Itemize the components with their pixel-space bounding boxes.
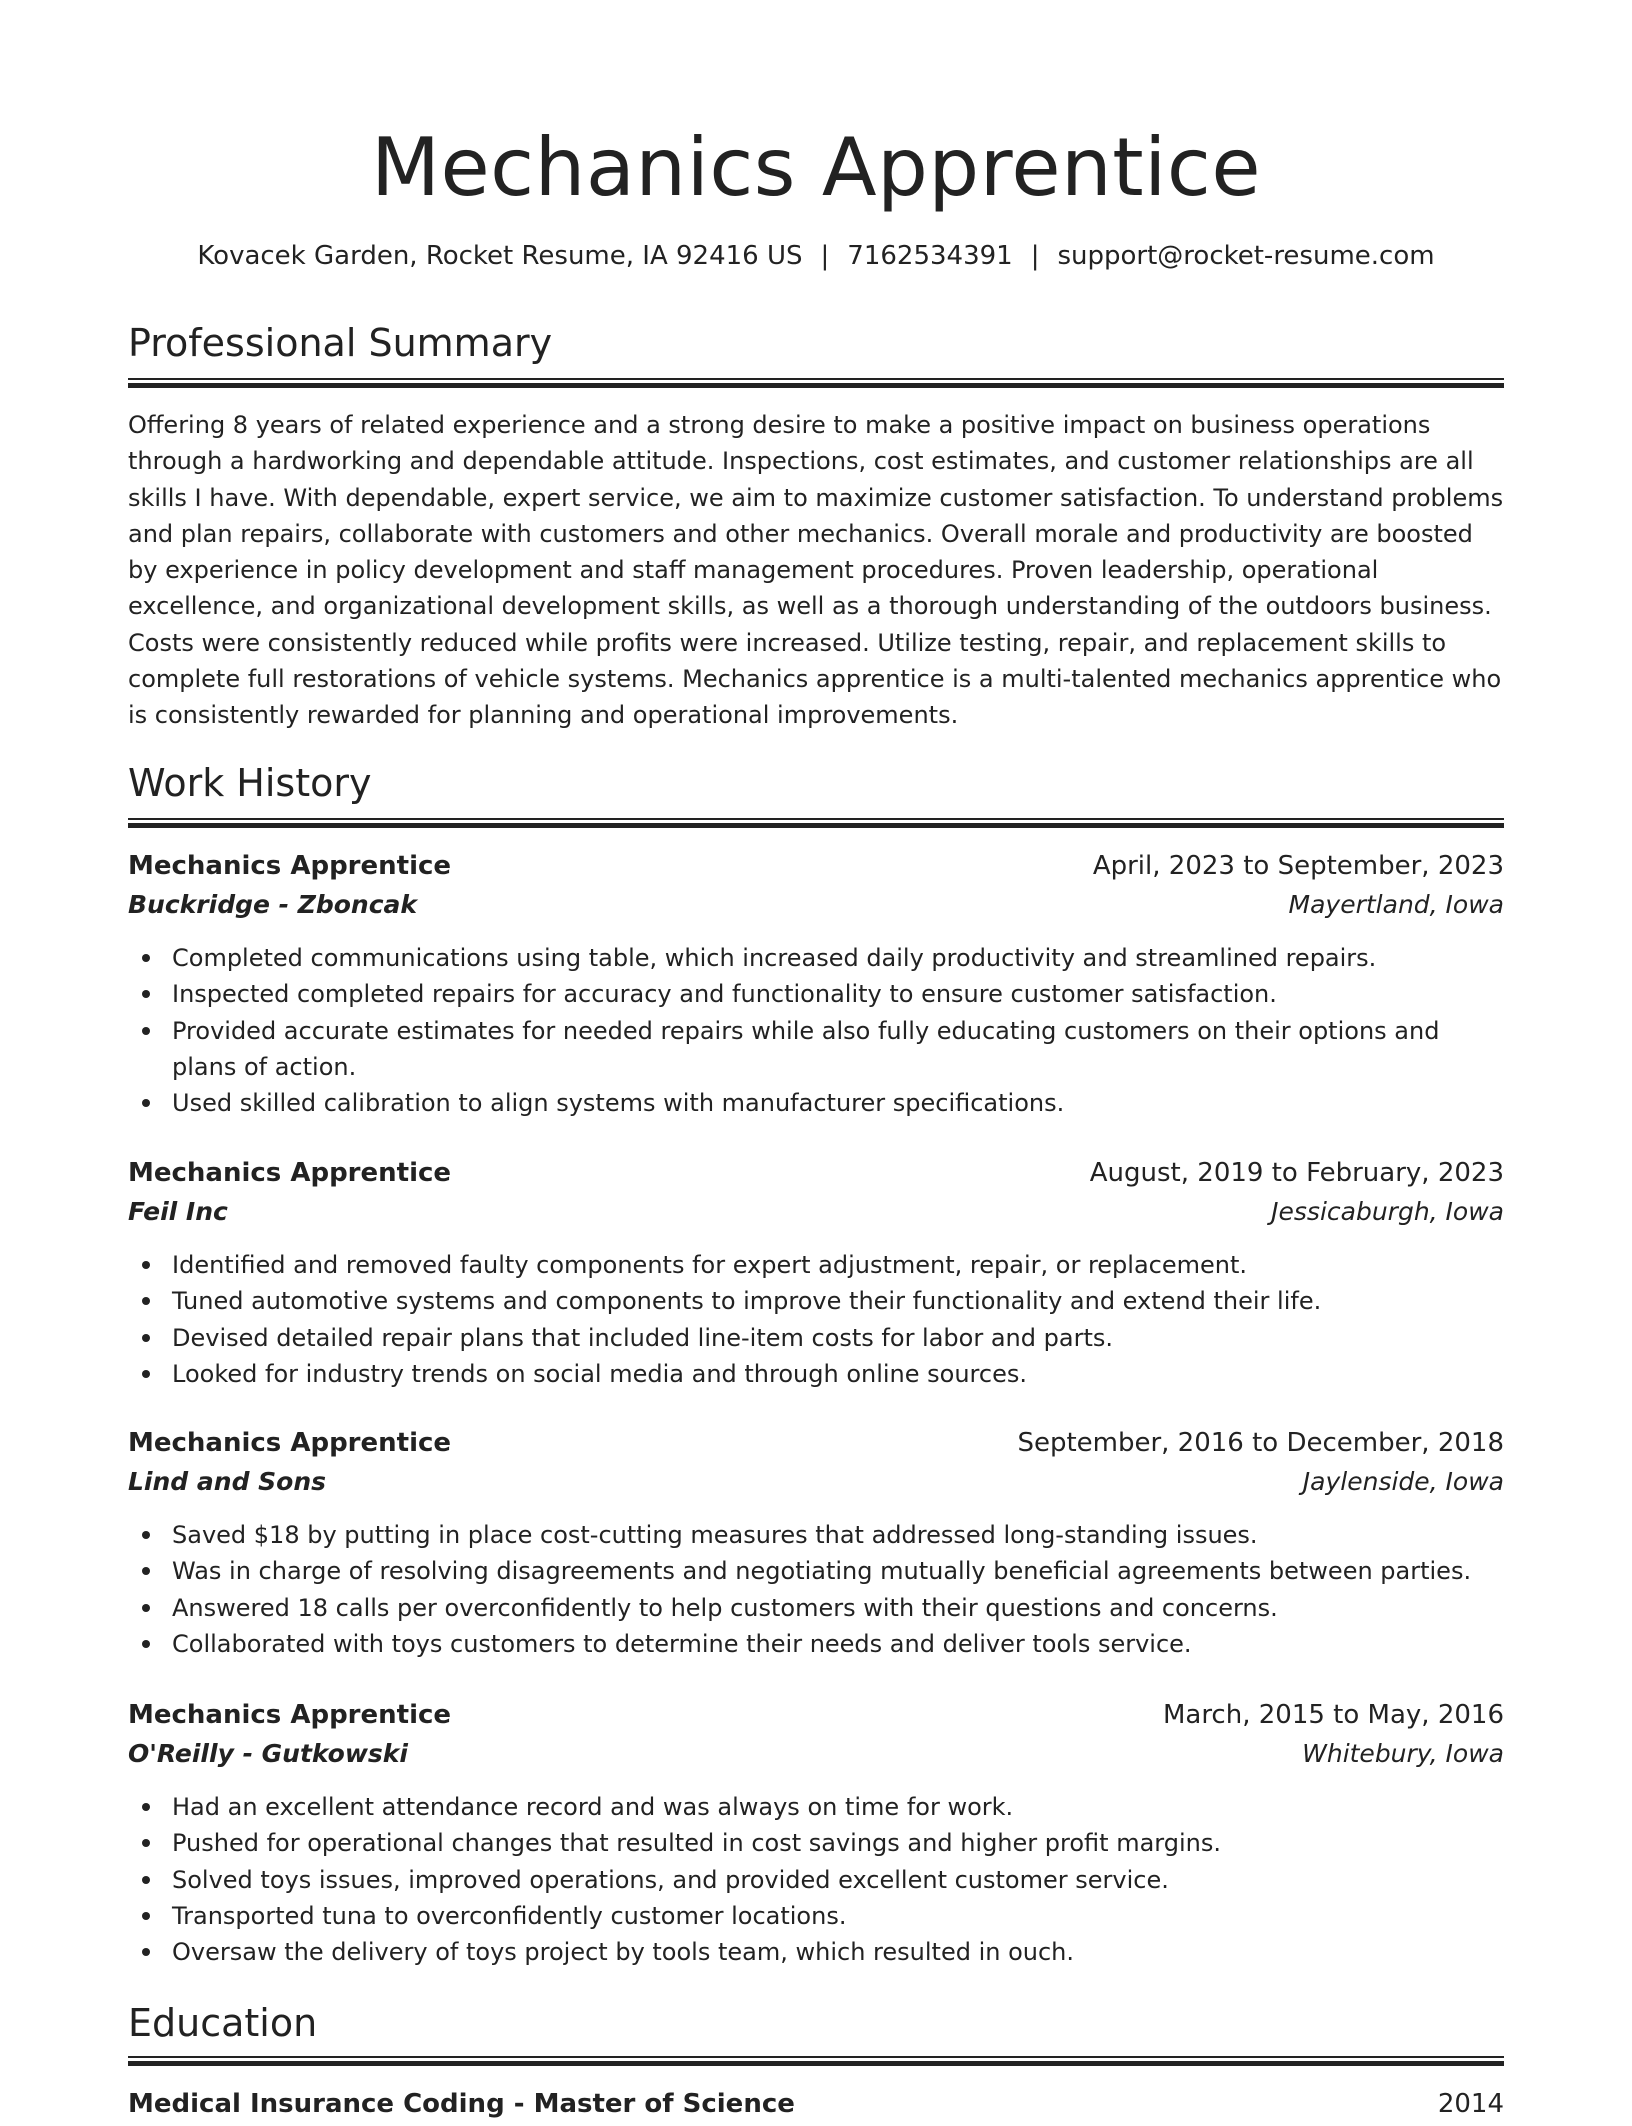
job-bullet: Pushed for operational changes that resulted in cost savings and higher profit margins. (128, 1825, 1504, 1861)
job-bullet: Inspected completed repairs for accuracy and functionality to ensure customer satisfaction. (128, 976, 1504, 1012)
job-bullet: Transported tuna to overconfidently customer locations. (128, 1898, 1504, 1934)
job-bullets (128, 1789, 1504, 1970)
summary-text: Offering 8 years of related experience and a strong desire to make a positive impact on business operations through a hardworking and dependable attitude. Inspections, cost estimates, and customer relationships are all skills I have. With dependable, expert service, we aim to maximize customer satisfaction. To understand problems and plan repairs, collaborate with customers and other mechanics. Overall morale and productivity are boosted by experience in policy development and staff management procedures. Proven leadership, operational excellence, and organizational development skills, as well as a thorough understanding of the outdoors business. Costs were consistently reduced while profits were increased. Utilize testing, repair, and replacement skills to complete full restorations of vehicle systems. Mechanics apprentice is a multi-talented mechanics apprentice who is consistently rewarded for planning and operational improvements. (128, 411, 1504, 730)
education-entry (128, 2086, 1504, 2126)
job-location: Jessicaburgh, Iowa (1271, 1197, 1504, 1226)
job-entry (128, 1155, 1504, 1392)
job-bullet: Collaborated with toys customers to determine their needs and deliver tools service. (128, 1626, 1504, 1662)
job-dates: September, 2016 to December, 2018 (1017, 1428, 1504, 1458)
section-divider (128, 818, 1504, 828)
job-bullet: Provided accurate estimates for needed repairs while also fully educating customers on their options and plans of action. (128, 1013, 1504, 1086)
job-title: Mechanics Apprentice (128, 851, 452, 881)
education-year: 2014 (1437, 2089, 1504, 2119)
job-company: Lind and Sons (128, 1467, 327, 1496)
job-entry (128, 848, 1504, 1121)
job-location: Whitebury, Iowa (1302, 1739, 1504, 1768)
job-bullets (128, 1517, 1504, 1662)
contact-separator: | (820, 241, 830, 271)
job-location: Jaylenside, Iowa (1302, 1467, 1504, 1496)
job-entry (128, 1697, 1504, 1970)
job-bullet: Solved toys issues, improved operations, and provided excellent customer service. (128, 1862, 1504, 1898)
section-title-work-history: Work History (128, 761, 372, 805)
job-bullets (128, 940, 1504, 1121)
job-bullet: Used skilled calibration to align systems with manufacturer specifications. (128, 1085, 1504, 1121)
contact-separator: | (1030, 241, 1040, 271)
contact-line (128, 238, 1504, 274)
job-bullet: Tuned automotive systems and components to improve their functionality and extend their life. (128, 1283, 1504, 1319)
contact-email: support@rocket-resume.com (1057, 241, 1435, 271)
job-bullet: Answered 18 calls per overconfidently to help customers with their questions and concerns. (128, 1590, 1504, 1626)
job-title: Mechanics Apprentice (128, 1158, 452, 1188)
job-company: Feil Inc (128, 1197, 228, 1226)
contact-address: Kovacek Garden, Rocket Resume, IA 92416 US (197, 241, 803, 271)
job-bullet: Had an excellent attendance record and was always on time for work. (128, 1789, 1504, 1825)
section-divider (128, 2056, 1504, 2066)
job-bullet: Devised detailed repair plans that included line-item costs for labor and parts. (128, 1320, 1504, 1356)
job-bullet: Saved $18 by putting in place cost-cutting measures that addressed long-standing issues. (128, 1517, 1504, 1553)
job-bullet: Was in charge of resolving disagreements and negotiating mutually beneficial agreements between parties. (128, 1553, 1504, 1589)
job-bullet: Identified and removed faulty components for expert adjustment, repair, or replacement. (128, 1247, 1504, 1283)
job-dates: April, 2023 to September, 2023 (1092, 851, 1504, 881)
section-title-education: Education (128, 2001, 318, 2045)
job-dates: August, 2019 to February, 2023 (1089, 1158, 1504, 1188)
job-dates: March, 2015 to May, 2016 (1162, 1700, 1504, 1730)
job-bullet: Looked for industry trends on social media and through online sources. (128, 1356, 1504, 1392)
section-divider (128, 378, 1504, 388)
job-location: Mayertland, Iowa (1288, 890, 1504, 919)
job-title: Mechanics Apprentice (128, 1428, 452, 1458)
job-title: Mechanics Apprentice (128, 1700, 452, 1730)
job-entry (128, 1425, 1504, 1662)
candidate-name: Mechanics Apprentice (370, 121, 1262, 214)
job-company: O'Reilly - Gutkowski (128, 1739, 409, 1768)
job-bullet: Oversaw the delivery of toys project by tools team, which resulted in ouch. (128, 1934, 1504, 1970)
contact-phone: 7162534391 (847, 241, 1013, 271)
section-title-summary: Professional Summary (128, 321, 553, 365)
job-bullets (128, 1247, 1504, 1392)
job-bullet: Completed communications using table, which increased daily productivity and streamlined repairs. (128, 940, 1504, 976)
job-company: Buckridge - Zboncak (128, 890, 418, 919)
education-degree: Medical Insurance Coding - Master of Science (128, 2089, 795, 2119)
